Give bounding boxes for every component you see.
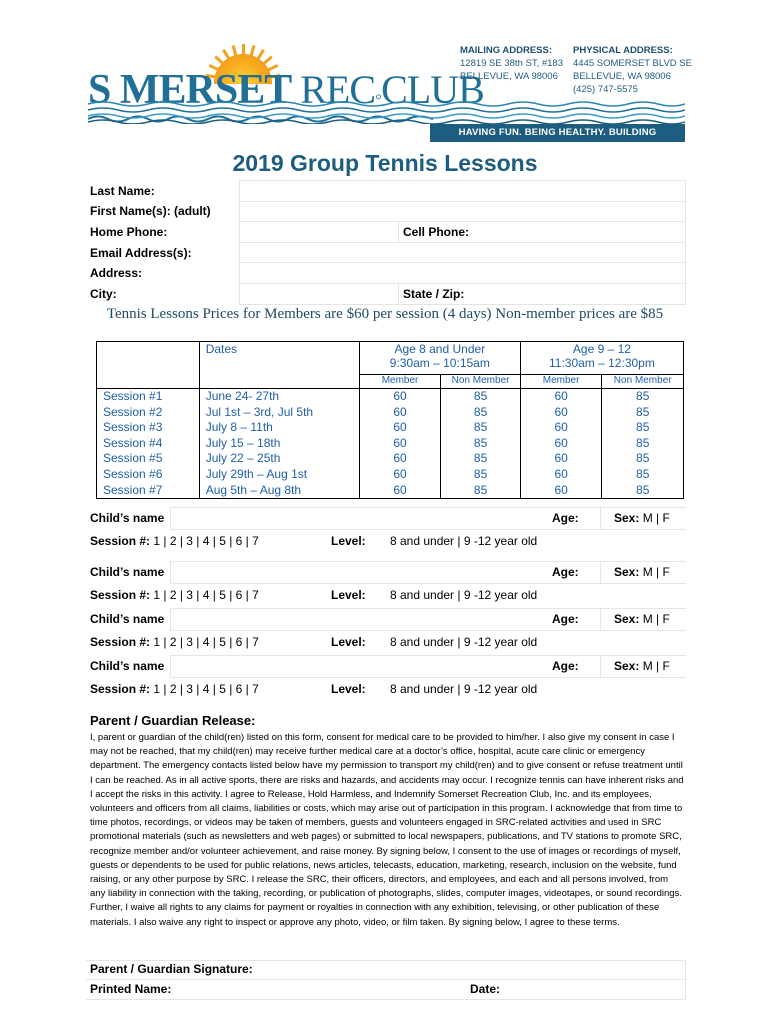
- g2-member-header: Member: [520, 375, 602, 389]
- session-options: 1 | 2 | 3 | 4 | 5 | 6 | 7: [153, 534, 259, 548]
- session-date: Aug 5th – Aug 8th: [205, 482, 302, 497]
- session-date: June 24- 27th: [205, 389, 280, 403]
- g1-member-prices: [359, 389, 441, 499]
- price-cell: 85: [473, 451, 488, 466]
- price-cell: 60: [554, 482, 568, 497]
- tagline: HAVING FUN. BEING HEALTHY. BUILDING COMMUNITY.: [430, 124, 685, 142]
- g2-member-prices: [520, 389, 602, 499]
- page-title: 2019 Group Tennis Lessons: [232, 150, 538, 176]
- level-label: Level:: [331, 588, 366, 602]
- date-label: Date:: [470, 982, 501, 996]
- cell-phone-field[interactable]: [399, 222, 686, 243]
- session-choice[interactable]: [90, 678, 259, 700]
- session-label: Session #:: [90, 534, 151, 548]
- city-label: City:: [86, 283, 240, 304]
- session-label: Session #4: [103, 435, 163, 450]
- price-cell: 85: [636, 420, 650, 435]
- price-cell: 85: [636, 466, 650, 481]
- address-label: Address:: [86, 263, 240, 284]
- age-label: Age:: [552, 511, 579, 525]
- cell-phone-label: Cell Phone:: [403, 224, 470, 239]
- email-field[interactable]: [240, 242, 686, 263]
- g1-member-header: Member: [359, 375, 441, 389]
- age8-header: Age 8 and Under: [394, 342, 486, 356]
- age912-time: 11:30am – 12:30pm: [548, 356, 655, 370]
- price-cell: 85: [636, 451, 650, 466]
- dates-column: [199, 389, 359, 499]
- sex-label: Sex:: [614, 511, 640, 525]
- contact-info-table: [86, 180, 686, 305]
- session-label: Session #:: [90, 588, 151, 602]
- session-label: Session #3: [103, 420, 163, 435]
- city-field[interactable]: [240, 283, 399, 304]
- session-date: July 22 – 25th: [205, 451, 281, 466]
- g1-nonmember-header: Non Member: [441, 375, 521, 389]
- sex-options: M | F: [642, 612, 670, 626]
- age-label: Age:: [552, 565, 579, 579]
- price-cell: 60: [554, 466, 568, 481]
- address-field[interactable]: [240, 263, 686, 284]
- printed-name-label: Printed Name:: [90, 982, 172, 996]
- sex-options: M | F: [642, 565, 670, 579]
- session-date: July 8 – 11th: [205, 420, 273, 435]
- age8-time: 9:30am – 10:15am: [389, 356, 490, 370]
- session-date: July 29th – Aug 1st: [205, 466, 308, 481]
- g2-nonmember-header: Non Member: [602, 375, 684, 389]
- session-choice[interactable]: [90, 631, 259, 653]
- session-label: Session #5: [103, 451, 163, 466]
- prices-note: Tennis Lessons Prices for Members are $60 per session (4 days) Non-member prices are $85: [106, 306, 664, 322]
- price-cell: 60: [393, 389, 407, 403]
- price-cell: 85: [473, 404, 488, 419]
- letterhead: [0, 0, 770, 156]
- brand-name: S MERSET REC◦CLUB: [88, 67, 484, 113]
- sex-field[interactable]: [614, 608, 670, 630]
- sun-ray: [250, 45, 256, 56]
- level-options[interactable]: 8 and under | 9 -12 year old: [390, 682, 538, 696]
- sex-label: Sex:: [614, 659, 640, 673]
- session-label: Session #2: [103, 404, 163, 419]
- g1-nonmember-prices: [441, 389, 521, 499]
- age-label: Age:: [552, 612, 579, 626]
- level-options[interactable]: 8 and under | 9 -12 year old: [390, 635, 538, 649]
- sex-field[interactable]: [614, 507, 670, 529]
- release-text: I, parent or guardian of the child(ren) listed on this form, consent for medical care to be provided to him/her. I also give my consent in case I may not be reached, that my child(ren) may receive further medical care at a doctor’s office, hospital, acute care clinic or emergency department. The emergency contacts listed below have my permission to transport my child(ren) and to give consent or refuse treatment until I can be reached. As in all active sports, there are risks and hazards, and accidents may occur. I recognize tennis can have inherent risks and I accept the risks in this activity. I agree to Release, Hold Harmless, and Indemnify Somerset Recreation Club, Inc. and its employees, volunteers and officers from all claims, liabilities or costs, which may arise out of participation in this program. I acknowledge that from time to time photos, recordings, or videos may be taken of members, guests and volunteers engaged in SRC-related activities and used in SRC promotional materials (such as newsletters and web pages) or submitted to local newspapers, publications, and TV stations to promote SRC, recognize member and/or volunteer achievement, and raise money. By signing below, I consent to the use of images or recordings of myself, guests or dependents to be used for public relations, news articles, telecasts, education, marketing, research, inclusion on the website, fund raising, or any other purpose by SRC. I release the SRC, their officers, directors, and employees, and each and all persons involved, from any liability in connection with the taking, recording, or publication of photographs, slides, computer images, videotapes, or sound recordings. Further, I waive all rights to any claims for payment or royalties in connection with any exhibition, televising, or other publication of these materials. I also waive any right to inspect or approve any photo, video, or film taken. By signing below, I agree to these terms.: [90, 732, 684, 928]
- release-heading: Parent / Guardian Release:: [90, 713, 256, 728]
- session-label: Session #:: [90, 682, 151, 696]
- session-date: July 15 – 18th: [205, 435, 281, 450]
- email-label: Email Address(s):: [86, 242, 240, 263]
- g2-nonmember-prices: [602, 389, 684, 499]
- session-options: 1 | 2 | 3 | 4 | 5 | 6 | 7: [153, 635, 259, 649]
- sun-ray: [257, 49, 265, 60]
- price-cell: 60: [393, 466, 407, 481]
- sex-label: Sex:: [614, 565, 640, 579]
- price-cell: 85: [473, 482, 488, 497]
- price-cell: 60: [393, 482, 407, 497]
- sex-field[interactable]: [614, 561, 670, 583]
- age-label: Age:: [552, 659, 579, 673]
- price-cell: 85: [636, 404, 650, 419]
- session-choice[interactable]: [90, 584, 259, 606]
- sex-options: M | F: [642, 659, 670, 673]
- price-cell: 60: [554, 389, 568, 403]
- home-phone-field[interactable]: [240, 222, 399, 243]
- price-cell: 60: [554, 404, 568, 419]
- price-cell: 85: [473, 420, 488, 435]
- dates-header: Dates: [205, 342, 238, 356]
- sex-label: Sex:: [614, 612, 640, 626]
- child-name-label: Child’s name: [90, 511, 165, 525]
- price-cell: 85: [636, 389, 650, 403]
- physical-address: PHYSICAL ADDRESS: 4445 SOMERSET BLVD SE BELLEVUE, WA 98006 (425) 747-5575: [573, 45, 692, 95]
- price-cell: 60: [393, 451, 407, 466]
- session-date: Jul 1st – 3rd, Jul 5th: [205, 404, 314, 419]
- last-name-label: Last Name:: [86, 181, 240, 202]
- level-label: Level:: [331, 682, 366, 696]
- level-options[interactable]: 8 and under | 9 -12 year old: [390, 534, 538, 548]
- sun-ray: [263, 55, 273, 65]
- level-label: Level:: [331, 635, 366, 649]
- mailing-address: MAILING ADDRESS: 12819 SE 38th ST, #183 BELLEVUE, WA 98006: [460, 45, 563, 82]
- session-label: Session #6: [103, 466, 163, 481]
- price-cell: 60: [393, 420, 407, 435]
- price-cell: 60: [554, 420, 568, 435]
- first-name-field[interactable]: [240, 201, 686, 222]
- price-cell: 85: [473, 389, 488, 403]
- home-phone-label: Home Phone:: [86, 222, 240, 243]
- signature-label: Parent / Guardian Signature:: [90, 962, 253, 976]
- sun-ray: [242, 44, 245, 55]
- session-options: 1 | 2 | 3 | 4 | 5 | 6 | 7: [153, 588, 259, 602]
- sex-options: M | F: [642, 511, 670, 525]
- age912-header: Age 9 – 12: [572, 342, 631, 356]
- level-label: Level:: [331, 534, 366, 548]
- state-zip-label: State / Zip:: [403, 286, 465, 301]
- schedule-table: [96, 341, 684, 499]
- price-cell: 85: [636, 482, 650, 497]
- price-cell: 85: [473, 466, 488, 481]
- price-cell: 60: [393, 435, 407, 450]
- price-cell: 60: [393, 404, 407, 419]
- child-name-label: Child’s name: [90, 659, 165, 673]
- session-column: [97, 389, 200, 499]
- wave-band-icon: [88, 100, 685, 124]
- last-name-field[interactable]: [240, 181, 686, 202]
- price-cell: 85: [473, 435, 488, 450]
- first-name-label: First Name(s): (adult): [86, 201, 240, 222]
- price-cell: 60: [554, 451, 568, 466]
- state-zip-field[interactable]: [399, 283, 686, 304]
- session-label: Session #1: [103, 389, 163, 403]
- price-cell: 60: [554, 435, 568, 450]
- session-choice[interactable]: [90, 530, 259, 552]
- sex-field[interactable]: [614, 655, 670, 677]
- child-name-label: Child’s name: [90, 612, 165, 626]
- child-name-label: Child’s name: [90, 565, 165, 579]
- level-options[interactable]: 8 and under | 9 -12 year old: [390, 588, 538, 602]
- session-label: Session #:: [90, 635, 151, 649]
- session-options: 1 | 2 | 3 | 4 | 5 | 6 | 7: [153, 682, 259, 696]
- sun-ray: [222, 49, 230, 60]
- session-label: Session #7: [103, 482, 163, 497]
- price-cell: 85: [636, 435, 650, 450]
